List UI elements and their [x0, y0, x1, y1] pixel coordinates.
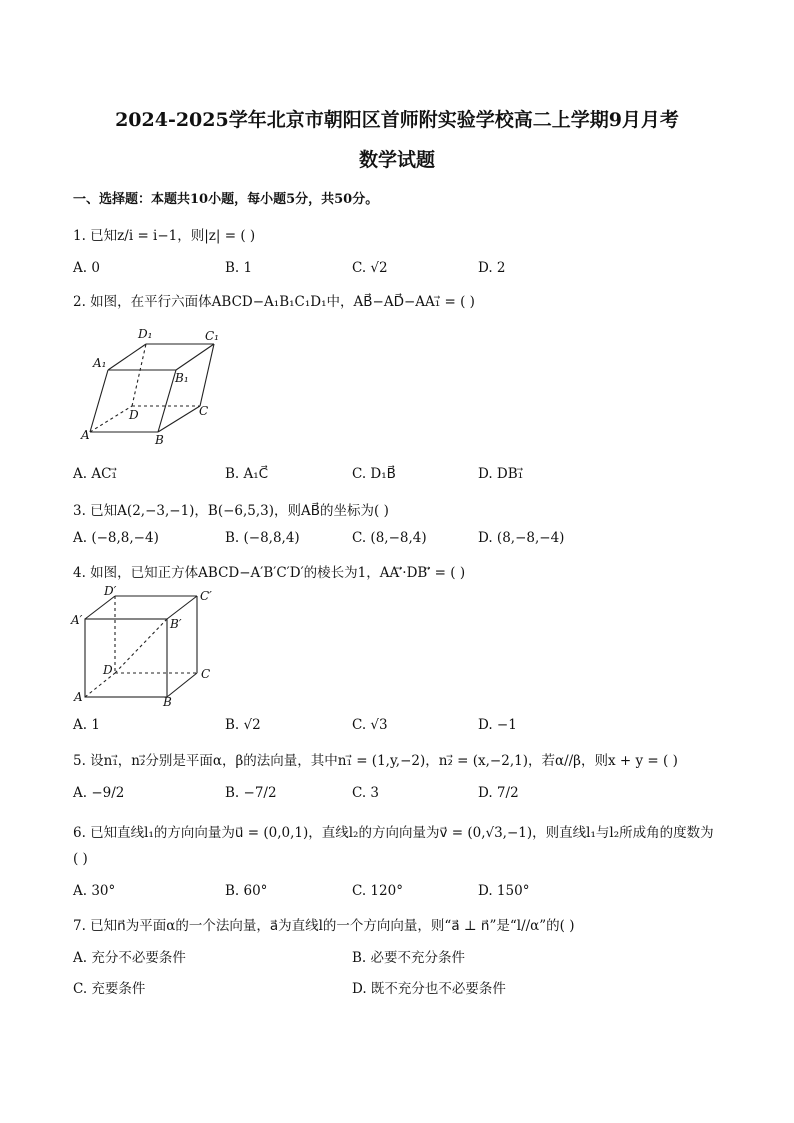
q7-option-c: C. 充要条件: [73, 981, 146, 997]
q1-option-c: C. √2: [352, 260, 388, 276]
q6-stem-line-2: ( ): [73, 851, 88, 867]
q2-option-c: C. D₁B⃗: [352, 466, 396, 482]
q6-stem-line-1: 6. 已知直线l₁的方向向量为u⃗ = (0,0,1)，直线l₂的方向向量为v⃗ = (0,√3,−1)，则直线l₁与l₂所成角的度数为: [73, 825, 714, 841]
q5-stem: 5. 设n₁⃗，n₂⃗分别是平面α，β的法向量，其中n₁⃗ = (1,y,−2)，n₂⃗ = (x,−2,1)，若α//β，则x + y = ( ): [73, 753, 678, 769]
q4-option-a: A. 1: [73, 717, 100, 733]
q2-option-b: B. A₁C⃗: [225, 466, 269, 482]
label-c-prime: C′: [200, 589, 212, 603]
q3-option-a: A. (−8,8,−4): [73, 530, 159, 546]
q3-option-c: C. (8,−8,4): [352, 530, 427, 546]
q7-stem: 7. 已知n⃗为平面α的一个法向量，a⃗为直线l的一个方向向量，则“a⃗ ⊥ n⃗”是“l//α”的( ): [73, 918, 575, 934]
q4-stem: 4. 如图，已知正方体ABCD−A′B′C′D′的棱长为1，AA′⃗·DB′⃗ = ( ): [73, 565, 466, 581]
q7-option-a: A. 充分不必要条件: [73, 950, 186, 966]
q6-option-d: D. 150°: [478, 883, 530, 899]
q5-option-c: C. 3: [352, 785, 380, 801]
q5-option-a: A. −9/2: [73, 785, 125, 801]
q2-option-d: D. DB₁⃗: [478, 466, 524, 482]
label-c1: C₁: [205, 329, 219, 343]
label-b: B: [155, 433, 164, 447]
label-d: D: [129, 408, 139, 422]
label-d-prime: D′: [104, 586, 117, 598]
q7-option-d: D. 既不充分也不必要条件: [352, 981, 506, 997]
q1-option-a: A. 0: [73, 260, 100, 276]
label-a: A: [74, 690, 83, 704]
title-line-1: 2024-2025学年北京市朝阳区首师附实验学校高二上学期9月月考: [115, 109, 679, 131]
q1-option-b: B. 1: [225, 260, 253, 276]
parallelepiped-figure: [78, 322, 228, 448]
q1-option-d: D. 2: [478, 260, 506, 276]
cube-figure: [70, 586, 220, 708]
q6-option-b: B. 60°: [225, 883, 268, 899]
q2-option-a: A. AC₁⃗: [73, 466, 117, 482]
q3-stem: 3. 已知A(2,−3,−1)，B(−6,5,3)，则AB⃗的坐标为( ): [73, 503, 389, 519]
q4-option-c: C. √3: [352, 717, 388, 733]
label-d1: D₁: [138, 327, 153, 341]
q2-stem: 2. 如图，在平行六面体ABCD−A₁B₁C₁D₁中，AB⃗−AD⃗−AA₁⃗ = ( ): [73, 294, 475, 310]
label-b1: B₁: [175, 371, 189, 385]
label-a: A: [81, 428, 90, 442]
q3-option-d: D. (8,−8,−4): [478, 530, 565, 546]
title-line-2: 数学试题: [358, 149, 435, 171]
q6-option-a: A. 30°: [73, 883, 116, 899]
label-d: D: [103, 663, 113, 677]
label-c: C: [201, 667, 211, 681]
q1-stem: 1. 已知z/i = i−1，则|z| = ( ): [73, 228, 256, 244]
section-heading: 一、选择题：本题共10小题，每小题5分，共50分。: [73, 192, 379, 207]
q5-option-b: B. −7/2: [225, 785, 277, 801]
q6-option-c: C. 120°: [352, 883, 403, 899]
q7-option-b: B. 必要不充分条件: [352, 950, 466, 966]
label-c: C: [199, 404, 209, 418]
label-a-prime: A′: [71, 613, 83, 627]
q3-option-b: B. (−8,8,4): [225, 530, 300, 546]
q4-option-b: B. √2: [225, 717, 261, 733]
label-b-prime: B′: [170, 617, 182, 631]
q4-option-d: D. −1: [478, 717, 517, 733]
label-a1: A₁: [93, 356, 107, 370]
q5-option-d: D. 7/2: [478, 785, 519, 801]
label-b: B: [163, 695, 172, 708]
